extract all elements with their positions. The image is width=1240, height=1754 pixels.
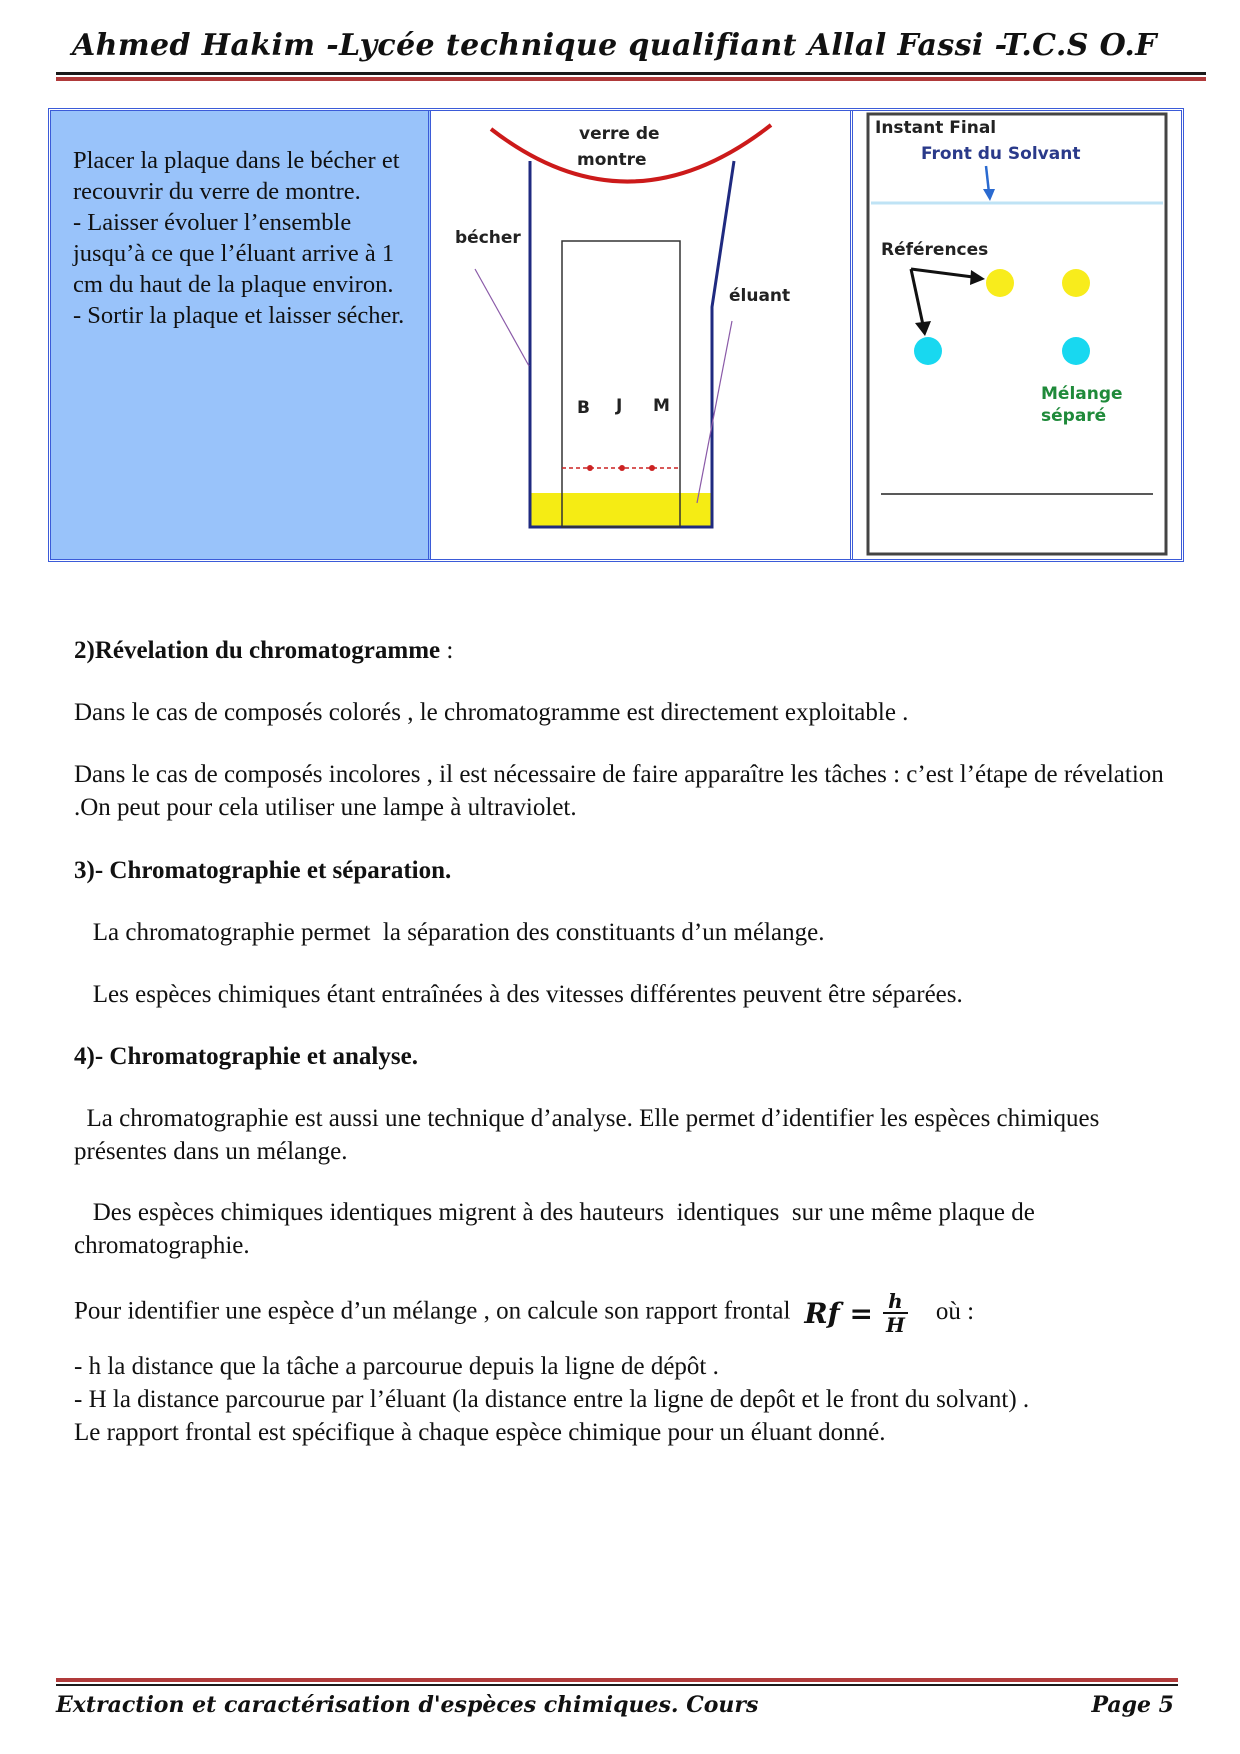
- section-2-paragraph-1: Dans le cas de composés colorés , le chromatogramme est directement exploitable .: [74, 699, 909, 726]
- definition-h: - h la distance que la tâche a parcourue depuis la ligne de dépôt .: [74, 1353, 719, 1380]
- rf-fraction: [883, 1290, 908, 1336]
- label-verre: verre de: [579, 124, 660, 144]
- beaker-diagram: [431, 111, 847, 559]
- label-m: M: [653, 396, 670, 416]
- label-b: B: [577, 398, 590, 418]
- instructions-cell: [51, 111, 431, 559]
- footer-course-title: Extraction et caractérisation d'espèces chimiques. Cours: [56, 1692, 759, 1718]
- beaker-figure-bg: [451, 111, 805, 551]
- header-rule-red: [56, 77, 1206, 81]
- section-4-title: 4)- Chromatographie et analyse.: [74, 1043, 418, 1070]
- spot-cyan-mixture: [1062, 337, 1090, 365]
- label-becher: bécher: [455, 228, 521, 248]
- section-4-paragraph-1: La chromatographie est aussi une technique d’analyse. Elle permet d’identifier les espèces chimiques présentes dans un mélange.: [74, 1105, 1106, 1165]
- section-4-definitions: [74, 1350, 1184, 1449]
- label-montre: montre: [577, 150, 647, 170]
- chromatogram-diagram: [853, 111, 1181, 559]
- spot-yellow-mixture: [1062, 269, 1090, 297]
- section-4-paragraph-2: Des espèces chimiques identiques migrent à des hauteurs identiques sur une même plaque de chromatographie.: [74, 1199, 1042, 1259]
- label-eluant: éluant: [729, 286, 791, 306]
- section-2-colon: :: [440, 637, 454, 664]
- page-header-title: Ahmed Hakim -Lycée technique qualifiant Allal Fassi -T.C.S O.F: [72, 28, 1157, 63]
- rf-label: Rf =: [804, 1296, 873, 1330]
- spot-b: [587, 465, 593, 471]
- rf-conclusion: Le rapport frontal est spécifique à chaque espèce chimique pour un éluant donné.: [74, 1419, 886, 1446]
- label-separe: séparé: [1041, 406, 1107, 426]
- eluant-liquid: [530, 493, 712, 527]
- label-j: J: [616, 396, 623, 416]
- label-references: Références: [881, 240, 989, 260]
- section-2-paragraph-2: Dans le cas de composés incolores , il est nécessaire de faire apparaître les tâches : c’est l’étape de révelation .On peut pour cela utiliser une lampe à ultraviolet.: [74, 761, 1164, 821]
- section-3-title: 3)- Chromatographie et séparation.: [74, 857, 452, 884]
- rf-intro-text: Pour identifier une espèce d’un mélange , on calcule son rapport frontal: [74, 1297, 791, 1325]
- section-3-paragraph-2: Les espèces chimiques étant entraînées à des vitesses différentes peuvent être séparées.: [74, 981, 963, 1008]
- footer-rule-dark: [56, 1684, 1178, 1686]
- section-2-title-line: [74, 634, 1184, 667]
- footer-rule-red: [56, 1678, 1178, 1682]
- chromatogram-frame: [868, 114, 1166, 554]
- rf-after-text: où :: [935, 1297, 975, 1325]
- spot-j: [619, 465, 625, 471]
- label-melange: Mélange: [1041, 384, 1123, 404]
- header-rule-dark: [56, 72, 1206, 75]
- instruction-2: - Laisser évoluer l’ensemble jusqu’à ce que l’éluant arrive à 1 cm du haut de la plaque environ.: [73, 209, 395, 298]
- beaker-figure-cell: [431, 111, 853, 559]
- section-4-rf-line: [74, 1290, 1184, 1336]
- rf-numerator: h: [883, 1290, 908, 1314]
- label-instant-final: Instant Final: [875, 118, 997, 138]
- spot-yellow-reference: [986, 269, 1014, 297]
- rf-denominator: H: [885, 1313, 905, 1337]
- section-3-paragraph-1: La chromatographie permet la séparation des constituants d’un mélange.: [74, 919, 825, 946]
- section-2-title: 2)Révelation du chromatogramme: [74, 637, 441, 664]
- definition-H: - H la distance parcourue par l’éluant (la distance entre la ligne de depôt et le front du solvant) .: [74, 1386, 1030, 1413]
- chromatogram-figure-cell: [853, 111, 1181, 559]
- label-front-solvant: Front du Solvant: [921, 144, 1081, 164]
- illustration-table: [48, 108, 1184, 562]
- instruction-3: - Sortir la plaque et laisser sécher.: [73, 302, 405, 329]
- footer-page-number: Page 5: [1091, 1692, 1174, 1718]
- spot-cyan-reference: [914, 337, 942, 365]
- spot-m: [649, 465, 655, 471]
- instruction-1: Placer la plaque dans le bécher et recouvrir du verre de montre.: [73, 147, 400, 205]
